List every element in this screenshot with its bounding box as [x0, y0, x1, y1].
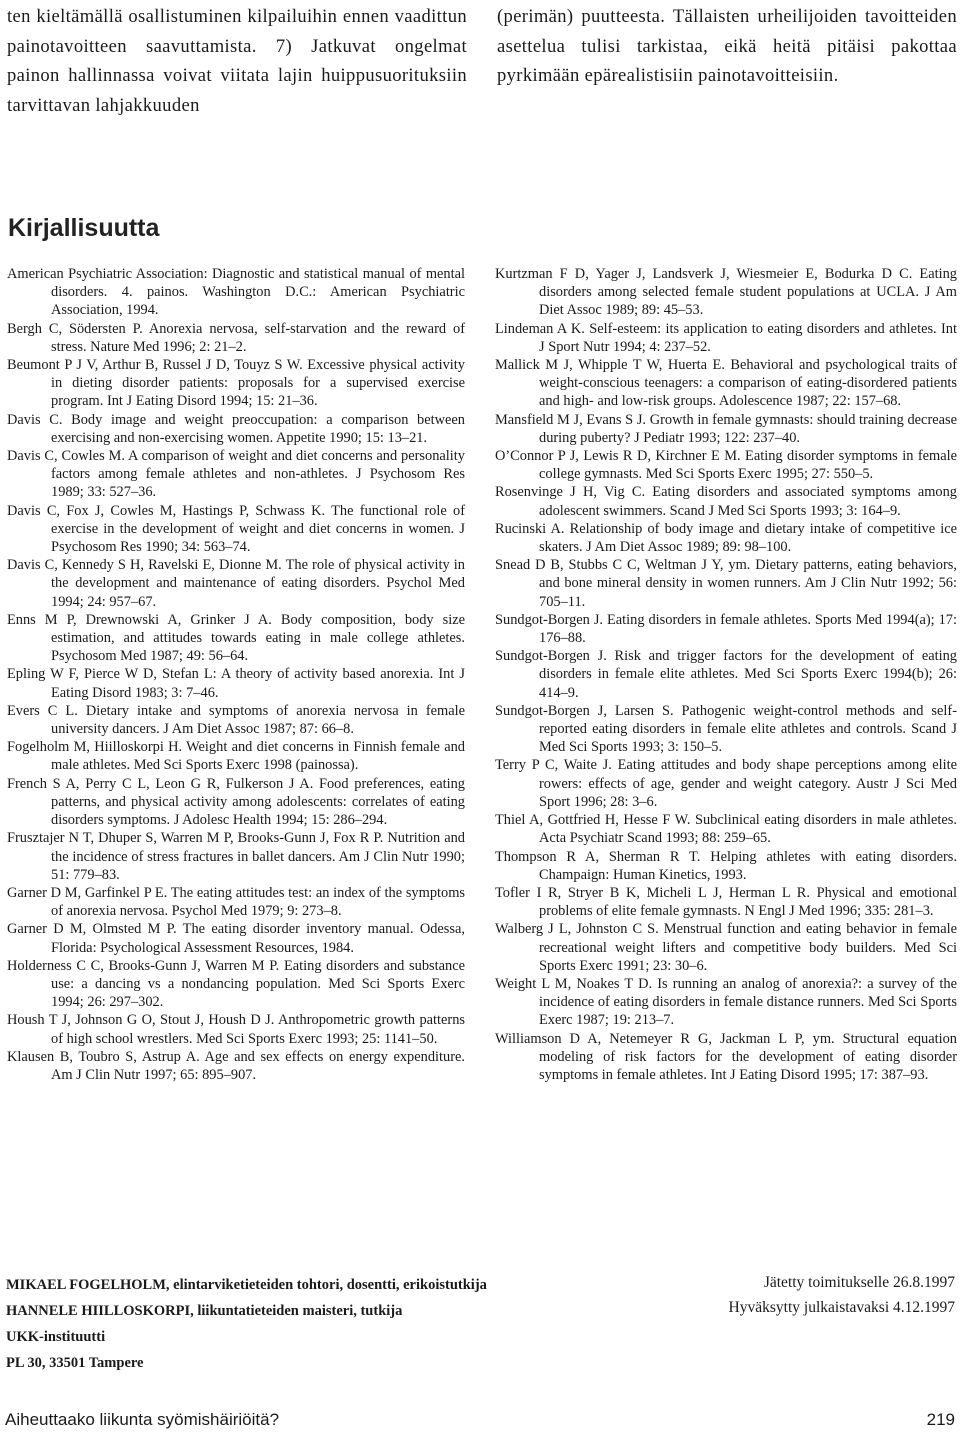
submitted-date: Jätetty toimitukselle 26.8.1997	[763, 1274, 955, 1291]
reference-entry: Tofler I R, Stryer B K, Micheli L J, Herman L R. Physical and emotional problems of elite female gymnasts. N Engl J Med 1996; 335: 281–3.	[495, 884, 957, 920]
reference-entry: Mansfield M J, Evans S J. Growth in female gymnasts: should training decrease during puberty? J Pediatr 1993; 122: 237–40.	[495, 411, 957, 446]
reference-entry: Rucinski A. Relationship of body image and dietary intake of competitive ice skaters. J Am Diet Assoc 1989; 89: 98–100.	[495, 520, 957, 556]
body-paragraph-right: (perimän) puutteesta. Tällaisten urheilijoiden tavoitteiden asettelua tulisi tarkistaa, eikä heitä pitäisi pakottaa pyrkimään epärealistisiin painotavoitteisiin.	[497, 6, 957, 86]
reference-entry: Sundgot-Borgen J, Larsen S. Pathogenic weight-control methods and self-reported eating disorders in female elite athletes and controls. Scand J Med Sci Sports 1993; 3: 150–5.	[495, 702, 957, 756]
reference-entry: Davis C. Body image and weight preoccupation: a comparison between exercising and non-exercising women. Appetite 1990; 15: 13–21.	[7, 411, 465, 446]
reference-entry: Davis C, Cowles M. A comparison of weight and diet concerns and personality factors among female athletes and non-athletes. J Psychosom Res 1989; 33: 527–36.	[7, 448, 465, 501]
author-line: HANNELE HIILLOSKORPI, liikuntatieteiden maisteri, tutkija	[6, 1303, 403, 1319]
reference-entry: Garner D M, Olmsted M P. The eating disorder inventory manual. Odessa, Florida: Psychological Assessment Resources, 1984.	[7, 921, 465, 956]
reference-entry: Terry P C, Waite J. Eating attitudes and body shape perceptions among elite rowers: effects of age, gender and weight category. Austr J Sci Med Sport 1996; 28: 3–6.	[495, 757, 957, 810]
institution-line: UKK-instituutti	[6, 1329, 106, 1345]
reference-entry: Davis C, Fox J, Cowles M, Hastings P, Schwass K. The functional role of exercise in the development of weight and diet concerns in women. J Psychosom Res 1990; 34: 563–74.	[7, 502, 465, 556]
section-heading: Kirjallisuutta	[8, 214, 160, 242]
reference-entry: Garner D M, Garfinkel P E. The eating attitudes test: an index of the symptoms of anorexia nervosa. Psychol Med 1979; 9: 273–8.	[7, 884, 465, 920]
submission-dates	[729, 1270, 955, 1320]
body-paragraph-left: ten kieltämällä osallistuminen kilpailuihin ennen vaadittun painotavoitteen saavuttamista. 7) Jatkuvat ongelmat painon hallinnassa voivat viitata lajin huippusuorituksiin tarvittavan lahjakkuuden	[7, 6, 467, 116]
reference-entry: Sundgot-Borgen J. Eating disorders in female athletes. Sports Med 1994(a); 17: 176–88.	[495, 611, 957, 647]
reference-entry: Walberg J L, Johnston C S. Menstrual function and eating behavior in female recreational weight lifters and competitive body builders. Med Sci Sports Exerc 1991; 23: 30–6.	[495, 921, 957, 974]
reference-entry: Kurtzman F D, Yager J, Landsverk J, Wiesmeier E, Bodurka D C. Eating disorders among selected female student populations at UCLA. J Am Diet Assoc 1989; 89: 45–53.	[495, 266, 957, 319]
reference-entry: French S A, Perry C L, Leon G R, Fulkerson J A. Food preferences, eating patterns, and physical activity among adolescents: correlates of eating disorders symptoms. J Adolesc Health 1994; 15: 286–294.	[7, 775, 465, 829]
page-number: 219	[926, 1410, 955, 1429]
accepted-date: Hyväksytty julkaistavaksi 4.12.1997	[728, 1299, 955, 1316]
reference-entry: Lindeman A K. Self-esteem: its application to eating disorders and athletes. Int J Sport Nutr 1994; 4: 237–52.	[495, 320, 957, 355]
reference-entry: Davis C, Kennedy S H, Ravelski E, Dionne M. The role of physical activity in the development and maintenance of eating disorders. Psychol Med 1994; 24: 957–67.	[7, 557, 465, 610]
reference-entry: Sundgot-Borgen J. Risk and trigger factors for the development of eating disorders in female elite athletes. Med Sci Sports Exerc 1994(b); 26: 414–9.	[495, 648, 957, 701]
reference-entry: Housh T J, Johnson G O, Stout J, Housh D J. Anthropometric growth patterns of high school wrestlers. Med Sci Sports Exerc 1993; 25: 1141–50.	[7, 1012, 465, 1047]
reference-entry: Thompson R A, Sherman R T. Helping athletes with eating disorders. Champaign: Human Kinetics, 1993.	[495, 848, 957, 883]
reference-entry: Thiel A, Gottfried H, Hesse F W. Subclinical eating disorders in male athletes. Acta Psychiatr Scand 1993; 88: 259–65.	[495, 812, 957, 847]
references-right-column	[495, 265, 957, 1084]
reference-entry: Mallick M J, Whipple T W, Huerta E. Behavioral and psychological traits of weight-conscious teenagers: a comparison of eating-disordered patients and high- and low-risk groups. Adolescence 1987; 22: 157–68.	[495, 357, 957, 410]
reference-entry: Holderness C C, Brooks-Gunn J, Warren M P. Eating disorders and substance use: a dancing vs a nondancing population. Med Sci Sports Exerc 1994; 26: 297–302.	[7, 957, 465, 1011]
reference-entry: Beumont P J V, Arthur B, Russel J D, Touyz S W. Excessive physical activity in dieting disorder patients: proposals for a supervised exercise program. Int J Eating Disord 1994; 15: 21–36.	[7, 357, 465, 410]
reference-entry: O’Connor P J, Lewis R D, Kirchner E M. Eating disorder symptoms in female college gymnasts. Med Sci Sports Exerc 1995; 27: 550–5.	[495, 448, 957, 483]
reference-entry: Epling W F, Pierce W D, Stefan L: A theory of activity based anorexia. Int J Eating Disord 1983; 3: 7–46.	[7, 666, 465, 701]
running-footer-title: Aiheuttaako liikunta syömishäiriöitä?	[5, 1410, 280, 1429]
reference-entry: Snead D B, Stubbs C C, Weltman J Y, ym. Dietary patterns, eating behaviors, and bone mineral density in women runners. Am J Clin Nutr 1992; 56: 705–11.	[495, 557, 957, 610]
reference-entry: Bergh C, Södersten P. Anorexia nervosa, self-starvation and the reward of stress. Nature Med 1996; 2: 21–2.	[7, 320, 465, 355]
reference-entry: Weight L M, Noakes T D. Is running an analog of anorexia?: a survey of the incidence of eating disorders in female distance runners. Med Sci Sports Exerc 1987; 19: 213–7.	[495, 975, 957, 1029]
reference-entry: American Psychiatric Association: Diagnostic and statistical manual of mental disorders. 4. painos. Washington D.C.: American Psychiatric Association, 1994.	[7, 266, 465, 319]
reference-entry: Enns M P, Drewnowski A, Grinker J A. Body composition, body size estimation, and attitudes towards eating in male college athletes. Psychosom Med 1987; 49: 56–64.	[7, 611, 465, 665]
reference-entry: Fogelholm M, Hiilloskorpi H. Weight and diet concerns in Finnish female and male athletes. Med Sci Sports Exerc 1998 (painossa).	[7, 739, 465, 774]
author-block	[6, 1272, 606, 1376]
body-text-right-column	[497, 2, 957, 91]
reference-entry: Williamson D A, Netemeyer R G, Jackman L P, ym. Structural equation modeling of risk factors for the development of eating disorder symptoms in female athletes. Int J Eating Disord 1995; 17: 387–93.	[495, 1030, 957, 1083]
references-left-column	[7, 265, 465, 1084]
address-line: PL 30, 33501 Tampere	[6, 1355, 144, 1371]
body-text-left-column	[7, 2, 467, 120]
reference-entry: Rosenvinge J H, Vig C. Eating disorders and associated symptoms among adolescent swimmers. Scand J Med Sci Sports 1993; 3: 164–9.	[495, 484, 957, 519]
author-line: MIKAEL FOGELHOLM, elintarviketieteiden tohtori, dosentti, erikoistutkija	[6, 1277, 487, 1293]
reference-entry: Evers C L. Dietary intake and symptoms of anorexia nervosa in female university dancers. J Am Diet Assoc 1987; 87: 66–8.	[7, 702, 465, 738]
reference-entry: Frusztajer N T, Dhuper S, Warren M P, Brooks-Gunn J, Fox R P. Nutrition and the incidence of stress fractures in ballet dancers. Am J Clin Nutr 1990; 51: 779–83.	[7, 830, 465, 883]
reference-entry: Klausen B, Toubro S, Astrup A. Age and sex effects on energy expenditure. Am J Clin Nutr 1997; 65: 895–907.	[7, 1048, 465, 1083]
